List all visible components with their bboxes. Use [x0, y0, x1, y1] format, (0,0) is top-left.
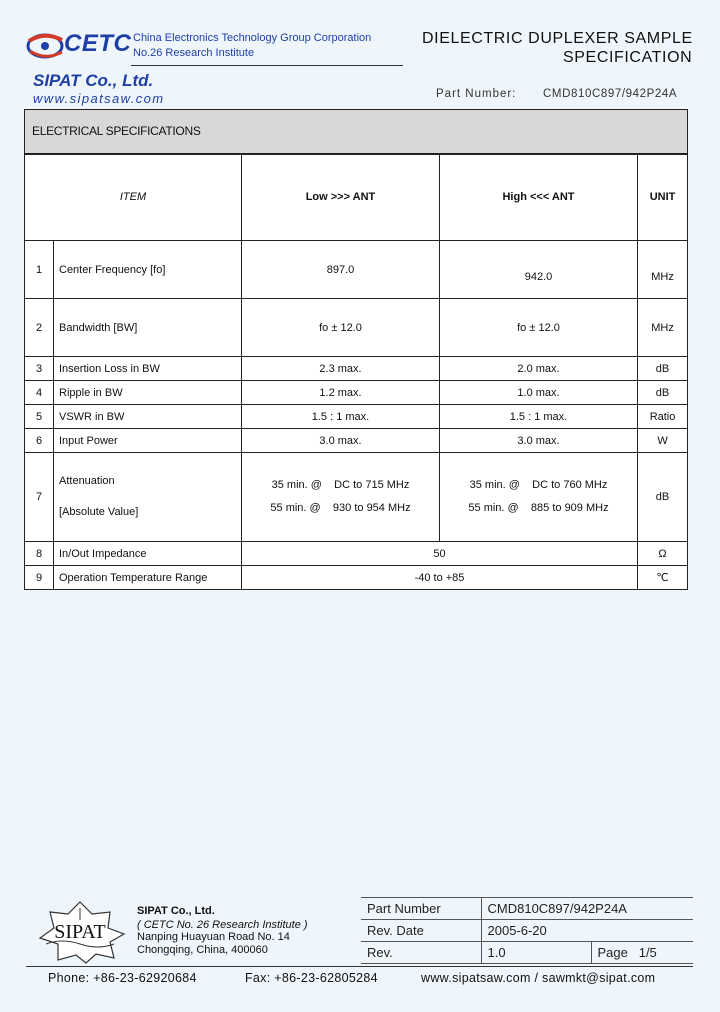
row-high-value: 1.0 max. — [440, 381, 638, 405]
row-item: Insertion Loss in BW — [54, 357, 242, 381]
info-part-number-label: Part Number — [361, 898, 481, 920]
column-header-unit: UNIT — [638, 154, 688, 241]
header-divider — [131, 65, 403, 66]
corporation-name: China Electronics Technology Group Corporation — [133, 32, 372, 44]
row-item: In/Out Impedance — [54, 542, 242, 566]
row-item: Center Frequency [fo] — [54, 241, 242, 299]
row-unit: MHz — [638, 241, 688, 299]
part-number-value: CMD810C897/942P24A — [543, 88, 678, 100]
low-attenuation-2: 55 min. @ 930 to 954 MHz — [270, 502, 411, 514]
document-title-line2: SPECIFICATION — [563, 49, 693, 66]
row-value: -40 to +85 — [242, 566, 638, 590]
footer-address-line1: Nanping Huayuan Road No. 14 — [137, 931, 290, 943]
row-low-value: 1.5 : 1 max. — [242, 405, 440, 429]
table-row — [25, 299, 688, 357]
sipat-logo-icon — [32, 900, 128, 964]
info-part-number-value: CMD810C897/942P24A — [481, 898, 693, 920]
low-attenuation-1: 35 min. @ DC to 715 MHz — [271, 479, 410, 491]
footer-institute: ( CETC No. 26 Research Institute ) — [137, 919, 308, 931]
footer-divider — [26, 966, 693, 967]
row-unit: W — [638, 429, 688, 453]
cetc-logo-text: CETC — [64, 30, 132, 57]
table-row — [25, 241, 688, 299]
table-row — [25, 429, 688, 453]
row-unit: Ω — [638, 542, 688, 566]
absolute-value-label: [Absolute Value] — [59, 506, 139, 518]
row-low-value: 2.3 max. — [242, 357, 440, 381]
row-unit: dB — [638, 357, 688, 381]
row-low-value: 1.2 max. — [242, 381, 440, 405]
row-item: Bandwidth [BW] — [54, 299, 242, 357]
page-label: Page — [597, 945, 628, 960]
row-item: Operation Temperature Range — [54, 566, 242, 590]
table-row — [25, 566, 688, 590]
row-number: 2 — [25, 299, 54, 357]
info-rev-label: Rev. — [361, 942, 481, 964]
row-unit: dB — [638, 381, 688, 405]
row-high-attenuation — [440, 453, 638, 542]
part-number-label: Part Number: — [436, 88, 517, 100]
row-low-value: 3.0 max. — [242, 429, 440, 453]
document-info-table — [361, 897, 693, 964]
info-rev-date-value: 2005-6-20 — [481, 920, 693, 942]
attenuation-label: Attenuation — [59, 475, 115, 487]
row-number: 5 — [25, 405, 54, 429]
info-rev-date-label: Rev. Date — [361, 920, 481, 942]
row-low-attenuation — [242, 453, 440, 542]
footer-fax: Fax: +86-23-62805284 — [245, 971, 378, 985]
row-number: 3 — [25, 357, 54, 381]
row-number: 4 — [25, 381, 54, 405]
high-attenuation-1: 35 min. @ DC to 760 MHz — [469, 479, 608, 491]
row-number: 7 — [25, 453, 54, 542]
row-unit: dB — [638, 453, 688, 542]
high-attenuation-2: 55 min. @ 885 to 909 MHz — [468, 502, 609, 514]
footer-phone: Phone: +86-23-62920684 — [48, 971, 197, 985]
document-title-line1: DIELECTRIC DUPLEXER SAMPLE — [422, 30, 693, 47]
row-high-value: 942.0 — [440, 241, 638, 299]
website-link[interactable]: www.sipatsaw.com — [33, 91, 165, 106]
row-high-value: 1.5 : 1 max. — [440, 405, 638, 429]
row-number: 9 — [25, 566, 54, 590]
row-item: Ripple in BW — [54, 381, 242, 405]
electrical-spec-table — [24, 109, 688, 590]
footer-company: SIPAT Co., Ltd. — [137, 905, 215, 917]
row-number: 8 — [25, 542, 54, 566]
column-header-low: Low >>> ANT — [242, 154, 440, 241]
info-rev-value: 1.0 — [481, 942, 591, 964]
section-title: ELECTRICAL SPECIFICATIONS — [25, 110, 688, 154]
row-item-attenuation — [54, 453, 242, 542]
institute-name: No.26 Research Institute — [133, 47, 255, 59]
row-unit: Ratio — [638, 405, 688, 429]
row-high-value: 3.0 max. — [440, 429, 638, 453]
row-number: 1 — [25, 241, 54, 299]
info-page — [591, 942, 693, 964]
sipat-logo-text: SIPAT — [54, 921, 106, 943]
table-row-attenuation — [25, 453, 688, 542]
row-number: 6 — [25, 429, 54, 453]
company-name: SIPAT Co., Ltd. — [33, 71, 154, 90]
row-high-value: 2.0 max. — [440, 357, 638, 381]
row-low-value: 897.0 — [242, 241, 440, 299]
row-value: 50 — [242, 542, 638, 566]
row-item: Input Power — [54, 429, 242, 453]
footer-address-line2: Chongqing, China, 400060 — [137, 944, 268, 956]
table-row — [25, 542, 688, 566]
cetc-logo-icon — [26, 28, 66, 64]
row-unit: MHz — [638, 299, 688, 357]
row-low-value: fo ± 12.0 — [242, 299, 440, 357]
footer-contact-link[interactable]: www.sipatsaw.com / sawmkt@sipat.com — [421, 971, 656, 985]
table-row — [25, 381, 688, 405]
page-value: 1/5 — [638, 945, 657, 960]
row-item: VSWR in BW — [54, 405, 242, 429]
row-high-value: fo ± 12.0 — [440, 299, 638, 357]
table-row — [25, 357, 688, 381]
row-unit: ℃ — [638, 566, 688, 590]
column-header-item: ITEM — [25, 154, 242, 241]
column-header-high: High <<< ANT — [440, 154, 638, 241]
table-row — [25, 405, 688, 429]
